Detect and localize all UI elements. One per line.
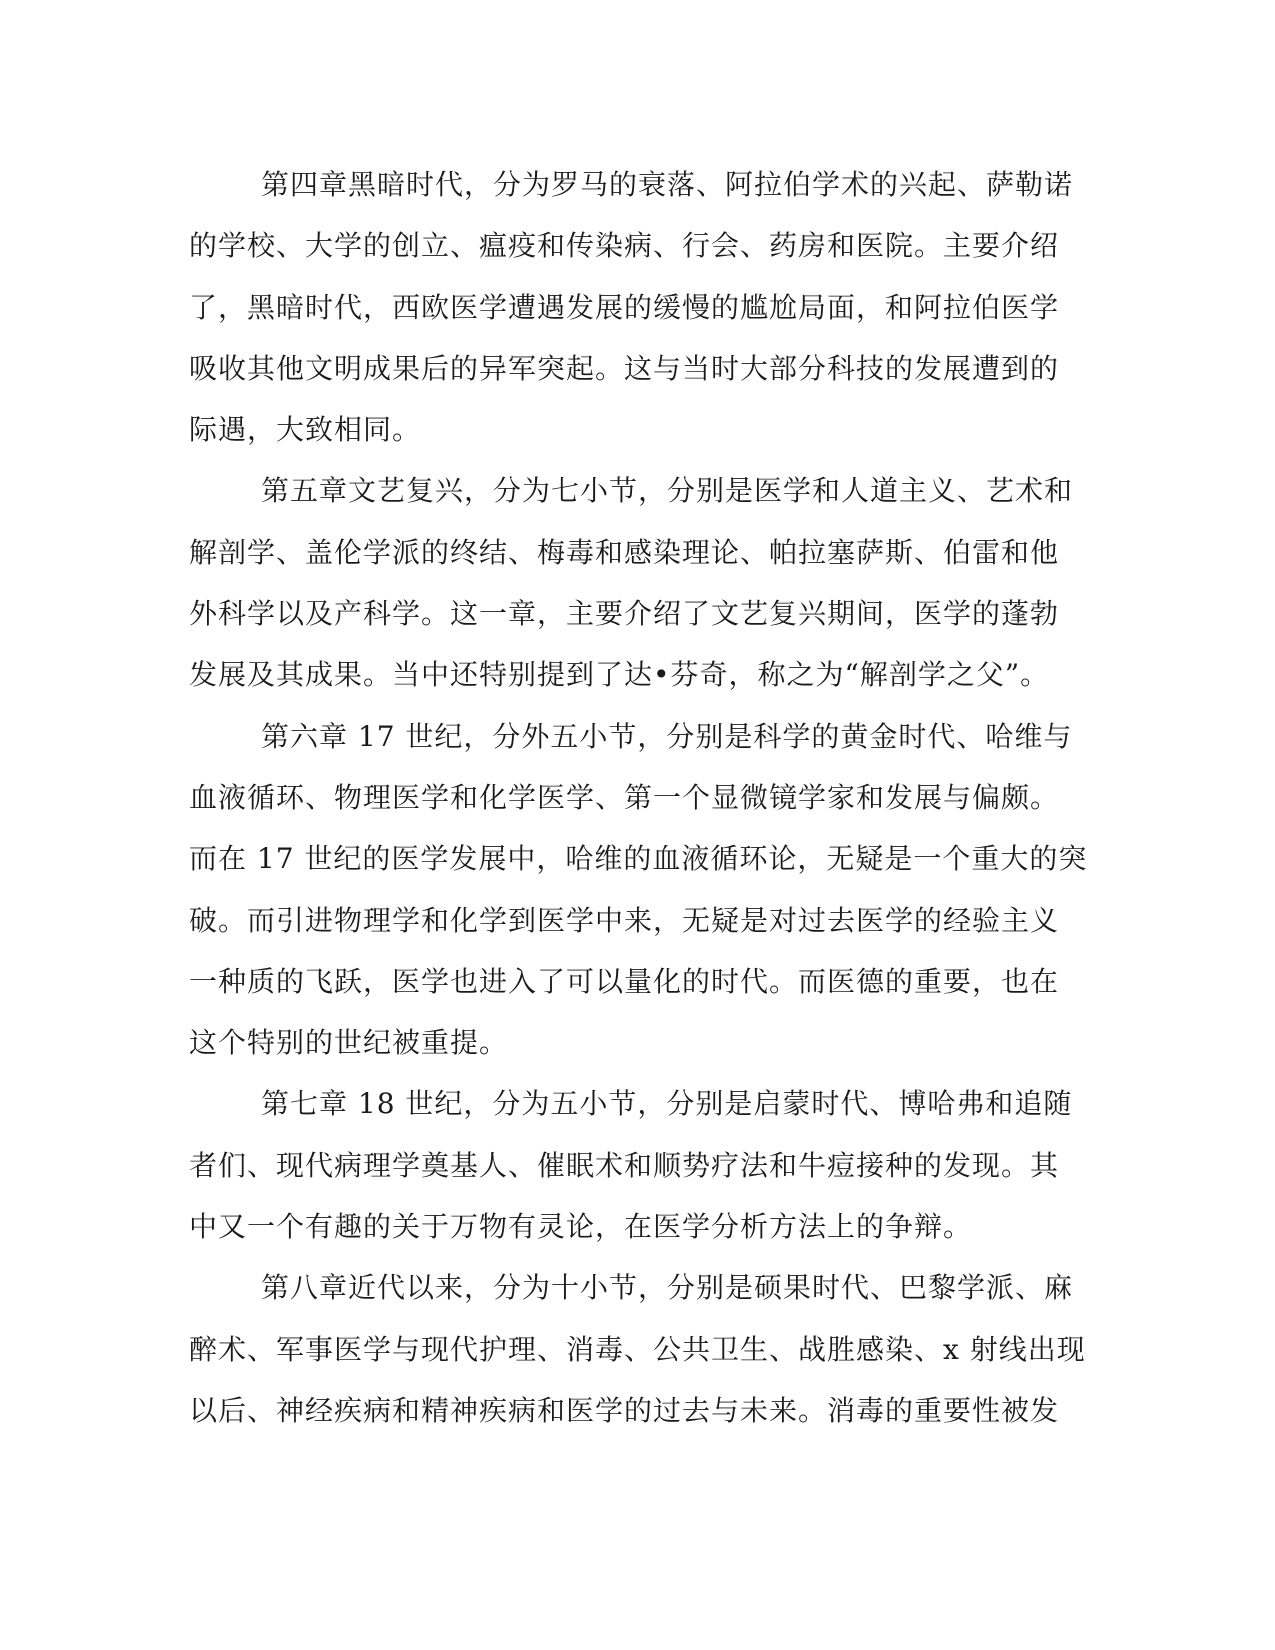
text-line: 发展及其成果。当中还特别提到了达•芬奇，称之为“解剖学之父”。	[189, 658, 1050, 692]
text-line: 外科学以及产科学。这一章，主要介绍了文艺复兴期间，医学的蓬勃	[189, 597, 1060, 631]
text-line: 破。而引进物理学和化学到医学中来，无疑是对过去医学的经验主义	[189, 903, 1060, 937]
text-line: 血液循环、物理医学和化学医学、第一个显微镜学家和发展与偏颇。	[189, 780, 1060, 814]
paragraph-chapter-7	[189, 1073, 1082, 1257]
paragraph-chapter-6	[189, 706, 1088, 1074]
paragraph-chapter-5	[189, 460, 1082, 705]
text-line: 中又一个有趣的关于万物有灵论，在医学分析方法上的争辩。	[189, 1210, 973, 1244]
text-line: 第六章 17 世纪，分外五小节，分别是科学的黄金时代、哈维与	[261, 719, 1073, 753]
body-text	[189, 154, 1088, 1441]
text-line: 以后、神经疾病和精神疾病和医学的过去与未来。消毒的重要性被发	[189, 1393, 1060, 1427]
text-line: 第八章近代以来，分为十小节，分别是硕果时代、巴黎学派、麻	[261, 1271, 1074, 1305]
text-line: 的学校、大学的创立、瘟疫和传染病、行会、药房和医院。主要介绍	[189, 229, 1060, 263]
text-line: 醉术、军事医学与现代护理、消毒、公共卫生、战胜感染、x 射线出现	[189, 1332, 1086, 1366]
text-line: 第四章黑暗时代，分为罗马的衰落、阿拉伯学术的兴起、萨勒诺	[261, 168, 1074, 201]
text-line: 了，黑暗时代，西欧医学遭遇发展的缓慢的尴尬局面，和阿拉伯医学	[189, 290, 1060, 324]
paragraph-chapter-4	[189, 154, 1082, 460]
text-line: 而在 17 世纪的医学发展中，哈维的血液循环论，无疑是一个重大的突	[189, 842, 1088, 876]
text-line: 吸收其他文明成果后的异军突起。这与当时大部分科技的发展遭到的	[189, 351, 1060, 385]
text-line: 解剖学、盖伦学派的终结、梅毒和感染理论、帕拉塞萨斯、伯雷和他	[189, 535, 1060, 569]
text-line: 第五章文艺复兴，分为七小节，分别是医学和人道主义、艺术和	[261, 474, 1074, 508]
text-line: 一种质的飞跃，医学也进入了可以量化的时代。而医德的重要，也在	[189, 964, 1060, 998]
text-line: 第七章 18 世纪，分为五小节，分别是启蒙时代、博哈弗和追随	[261, 1087, 1073, 1121]
text-line: 这个特别的世纪被重提。	[189, 1026, 509, 1060]
text-line: 者们、现代病理学奠基人、催眠术和顺势疗法和牛痘接种的发现。其	[189, 1148, 1060, 1182]
text-line: 际遇，大致相同。	[189, 413, 422, 447]
paragraph-chapter-8	[189, 1257, 1086, 1441]
